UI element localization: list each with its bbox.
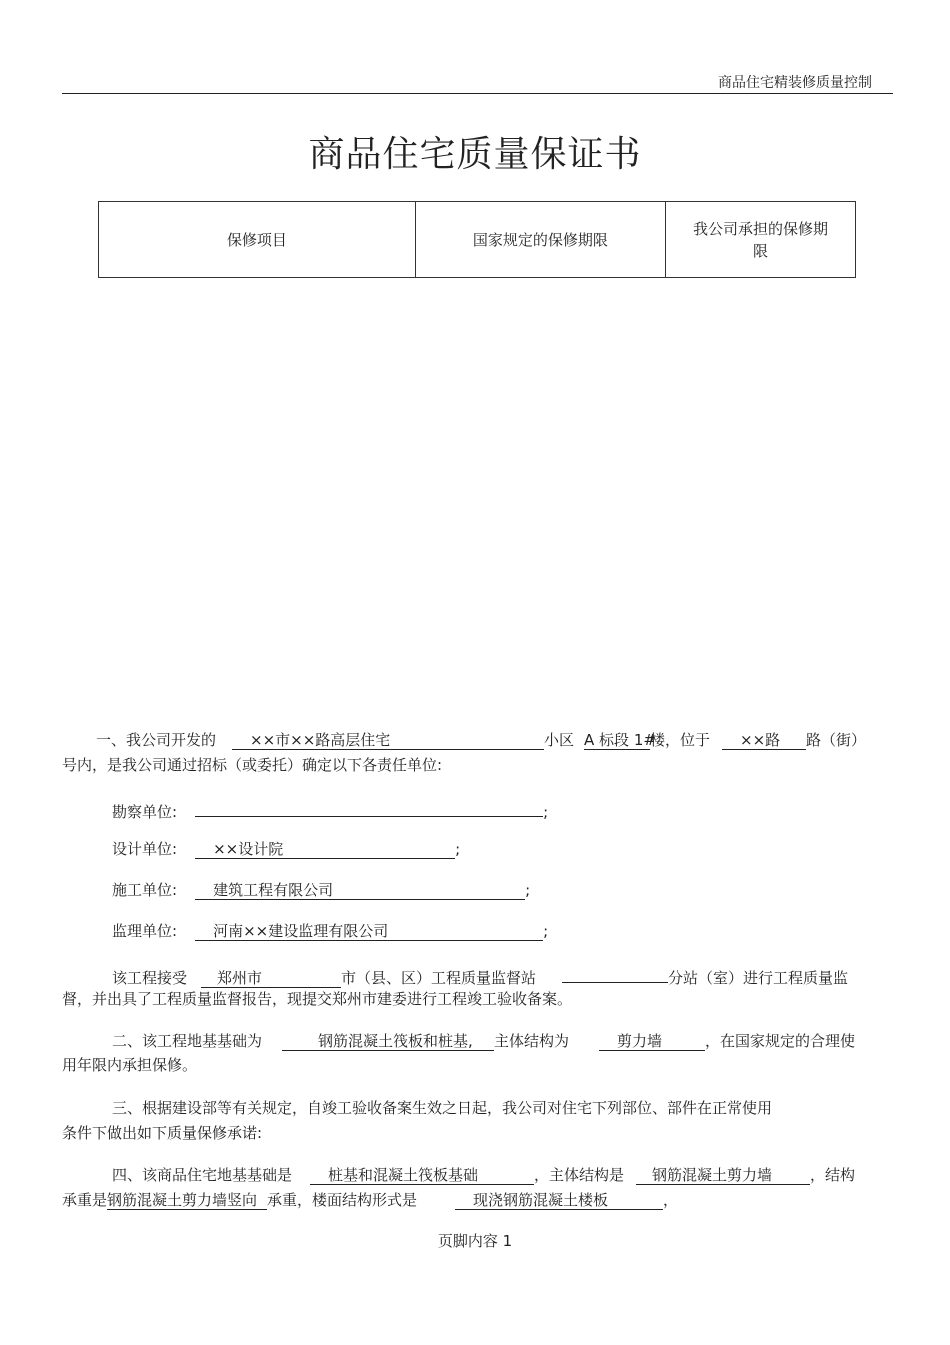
unit-survey <box>112 797 548 822</box>
para-text: 二、该工程地基基础为 <box>112 1032 263 1050</box>
para-text: ，在国家规定的合理使 <box>705 1032 856 1050</box>
para-text: 承重，楼面结构形式是 <box>267 1191 418 1209</box>
unit-end: ; <box>543 803 549 821</box>
para-text: ，结构 <box>810 1166 856 1184</box>
structure-field <box>636 1165 810 1185</box>
unit-label: 监理单位: <box>112 922 178 940</box>
foundation-field <box>282 1031 494 1051</box>
para-text: 路（街） <box>806 731 867 749</box>
para-text: 小区 <box>544 731 575 749</box>
unit-label: 施工单位: <box>112 881 178 899</box>
section-field <box>584 730 656 750</box>
para-text: ，主体结构是 <box>534 1166 625 1184</box>
unit-value-field <box>195 797 543 817</box>
unit-end: ; <box>455 840 461 858</box>
unit-label: 设计单位: <box>112 840 178 858</box>
para-4-line-2: 条件下做出如下质量保修承诺: <box>62 1124 263 1142</box>
unit-construction <box>112 880 530 900</box>
substation-field <box>562 963 668 983</box>
structure-value: 剪力墙 <box>617 1032 663 1050</box>
road-field <box>722 730 806 750</box>
para-text: 市（县、区）工程质量监督站 <box>341 969 537 987</box>
foundation-value: 桩基和混凝土筏板基础 <box>328 1166 479 1184</box>
para-2-line-1 <box>112 963 848 988</box>
para-text: 承重是 <box>62 1191 108 1209</box>
unit-value: 河南××建设监理有限公司 <box>213 922 389 940</box>
unit-value-field <box>195 921 543 941</box>
city-field <box>201 968 341 988</box>
para-5-line-2 <box>62 1190 678 1210</box>
unit-value-field <box>195 880 525 900</box>
table-header-company-period: 我公司承担的保修期 限 <box>665 202 855 278</box>
para-text: 主体结构为 <box>494 1032 570 1050</box>
unit-label: 勘察单位: <box>112 803 178 821</box>
table-header-row <box>99 202 856 278</box>
road-value: ××路 <box>740 731 781 749</box>
table-header-national-period: 国家规定的保修期限 <box>415 202 665 278</box>
unit-value: ××设计院 <box>213 840 284 858</box>
para-text: 四、该商品住宅地基基础是 <box>112 1166 293 1184</box>
document-title: 商品住宅质量保证书 <box>308 134 642 175</box>
para-5-line-1 <box>112 1165 855 1185</box>
para-text: 楼，位于 <box>650 731 711 749</box>
para-4-line-1: 三、根据建设部等有关规定，自竣工验收备案生效之日起，我公司对住宅下列部位、部件在正常使用 <box>112 1099 773 1117</box>
page-footer: 页脚内容 1 <box>437 1232 513 1250</box>
project-name-field <box>232 730 544 750</box>
unit-value: 建筑工程有限公司 <box>213 881 334 899</box>
para-1-line-1 <box>96 730 866 750</box>
floor-value: 现浇钢筋混凝土楼板 <box>473 1191 609 1209</box>
unit-end: ; <box>543 922 549 940</box>
para-3-line-1 <box>112 1031 855 1051</box>
bearing-field <box>107 1190 267 1210</box>
table-header-item: 保修项目 <box>99 202 416 278</box>
section-value: A 标段 1# <box>584 731 656 749</box>
warranty-table <box>98 201 856 278</box>
structure-field <box>599 1031 705 1051</box>
bearing-value: 钢筋混凝土剪力墙竖向 <box>107 1191 258 1209</box>
project-name: ××市××路高层住宅 <box>250 731 391 749</box>
unit-supervision <box>112 921 548 941</box>
unit-value-field <box>195 839 455 859</box>
para-2-line-2: 督，并出具了工程质量监督报告，现提交郑州市建委进行工程竣工验收备案。 <box>62 990 573 1008</box>
floor-field <box>455 1190 663 1210</box>
unit-end: ; <box>525 881 531 899</box>
foundation-value: 钢筋混凝土筏板和桩基, <box>318 1032 473 1050</box>
unit-design <box>112 839 460 859</box>
para-text: 分站（室）进行工程质量监 <box>668 969 849 987</box>
para-3-line-2: 用年限内承担保修。 <box>62 1056 198 1074</box>
structure-value: 钢筋混凝土剪力墙 <box>652 1166 773 1184</box>
para-text: 该工程接受 <box>112 969 188 987</box>
city-value: 郑州市 <box>217 969 263 987</box>
header-rule <box>62 93 893 94</box>
para-text: 一、我公司开发的 <box>96 731 217 749</box>
running-header: 商品住宅精装修质量控制 <box>718 75 872 91</box>
foundation-field <box>310 1165 534 1185</box>
para-text: ， <box>663 1191 679 1209</box>
para-1-line-2: 号内，是我公司通过招标（或委托）确定以下各责任单位: <box>62 756 443 774</box>
